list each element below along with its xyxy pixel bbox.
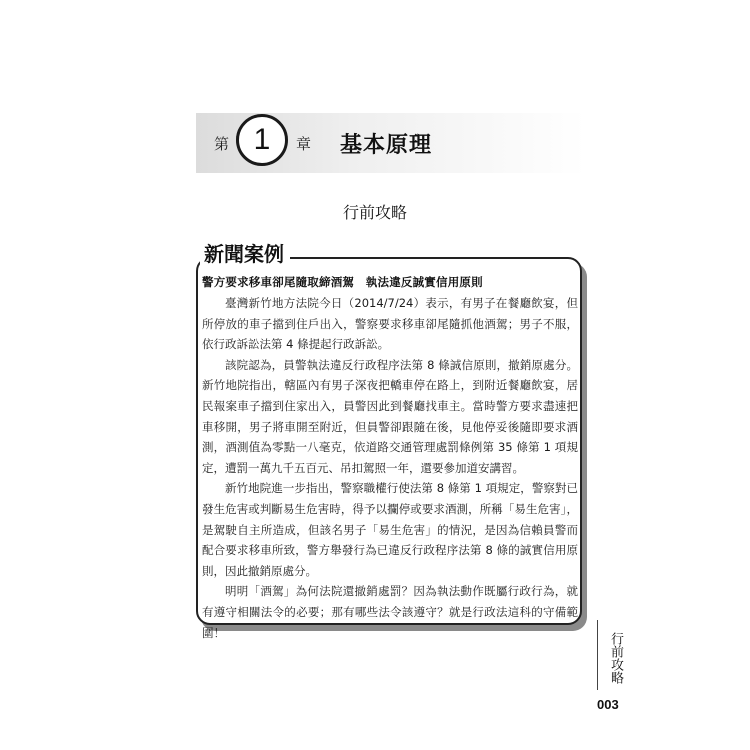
news-case-tag: 新聞案例 xyxy=(200,238,290,267)
section-subtitle: 行前攻略 xyxy=(342,203,407,222)
side-tab-divider xyxy=(597,620,598,690)
news-headline: 警方要求移車卻尾隨取締酒駕 執法違反誠實信用原則 xyxy=(202,275,483,289)
chapter-suffix: 章 xyxy=(296,135,312,153)
chapter-prefix: 第 xyxy=(214,135,230,153)
chapter-title: 基本原理 xyxy=(340,133,433,158)
news-body xyxy=(202,293,578,643)
news-paragraph: 該院認為，員警執法違反行政程序法第 8 條誠信原則，撤銷原處分。新竹地院指出，轄區內有男子深夜把轎車停在路上，到附近餐廳飲宴，居民報案車子擋到住家出入，員警因此到餐廳找車主。當時警方要求盡速把車移開，男子將車開至附近，但員警卻跟隨在後，見他停妥後隨即要求酒測，酒測值為零點一八毫克，依道路交通管理處罰條例第 35 條第 1 項規定，遭罰一萬九千五百元、吊扣駕照一年，還要參加道安講習。 xyxy=(202,357,578,475)
chapter-number-badge xyxy=(236,114,288,166)
news-paragraph: 明明「酒駕」為何法院還撤銷處罰？因為執法動作既屬行政行為，就有遵守相關法令的必要；那有哪些法令該遵守？就是行政法這科的守備範圍！ xyxy=(202,584,578,640)
side-section-tab: 行前攻略 xyxy=(608,632,623,684)
news-paragraph: 新竹地院進一步指出，警察職權行使法第 8 條第 1 項規定，警察對已發生危害或判斷易生危害時，得予以攔停或要求酒測，所稱「易生危害」，是駕駛自主所造成，但該名男子「易生危害」的情況，是因為信賴員警而配合要求移車所致，警方舉發行為已違反行政程序法第 8 條的誠實信用原則，因此撤銷原處分。 xyxy=(202,481,578,578)
chapter-number: 1 xyxy=(253,123,271,156)
page-number: 003 xyxy=(597,697,619,712)
news-paragraph: 臺灣新竹地方法院今日（2014/7/24）表示，有男子在餐廳飲宴，但所停放的車子擋到住戶出入，警察要求移車卻尾隨抓他酒駕；男子不服，依行政訴訟法第 4 條提起行政訴訟。 xyxy=(202,296,578,352)
